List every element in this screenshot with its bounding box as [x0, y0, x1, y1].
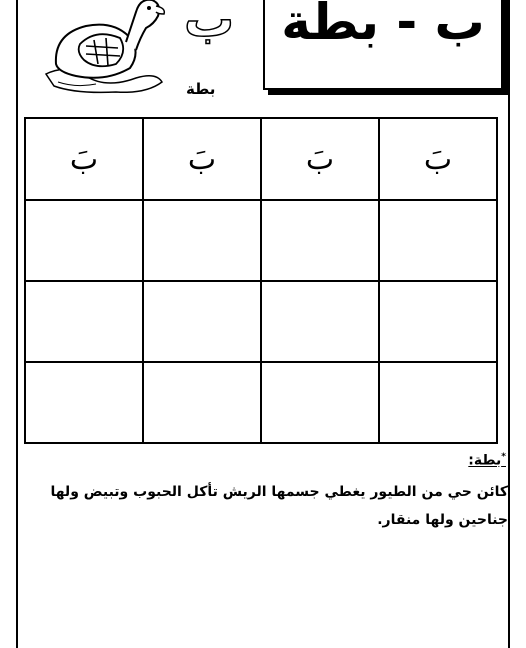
grid-row-empty: [25, 200, 497, 281]
practice-cell[interactable]: [261, 200, 379, 281]
duck-illustration: [36, 0, 166, 98]
heading-text: بطة:: [468, 452, 502, 469]
grid-row-empty: [25, 362, 497, 443]
duck-label: بطة: [186, 80, 216, 98]
page-title: ب - بطة: [281, 0, 485, 51]
letter-cell: بَ: [261, 118, 379, 200]
outline-letter: ب: [184, 0, 235, 48]
practice-cell[interactable]: [379, 200, 497, 281]
heading-marker: *: [501, 452, 506, 462]
grid-row-empty: [25, 281, 497, 362]
practice-cell[interactable]: [379, 281, 497, 362]
practice-cell[interactable]: [261, 281, 379, 362]
practice-cell[interactable]: [25, 362, 143, 443]
practice-cell[interactable]: [379, 362, 497, 443]
practice-cell[interactable]: [143, 362, 261, 443]
letter-cell: بَ: [143, 118, 261, 200]
practice-cell[interactable]: [143, 281, 261, 362]
practice-cell[interactable]: [261, 362, 379, 443]
letter-cell: بَ: [25, 118, 143, 200]
letter-practice-grid: [24, 117, 498, 444]
grid-row-letters: [25, 118, 497, 200]
definition-text: كائن حي من الطيور يغطي جسمها الريش تأكل الحبوب وتبيض ولها جناحين ولها منقار.: [50, 484, 508, 528]
practice-cell[interactable]: [143, 200, 261, 281]
letter-cell: بَ: [379, 118, 497, 200]
title-box: [263, 0, 503, 90]
practice-cell[interactable]: [25, 200, 143, 281]
definition-heading: [468, 452, 506, 469]
practice-cell[interactable]: [25, 281, 143, 362]
